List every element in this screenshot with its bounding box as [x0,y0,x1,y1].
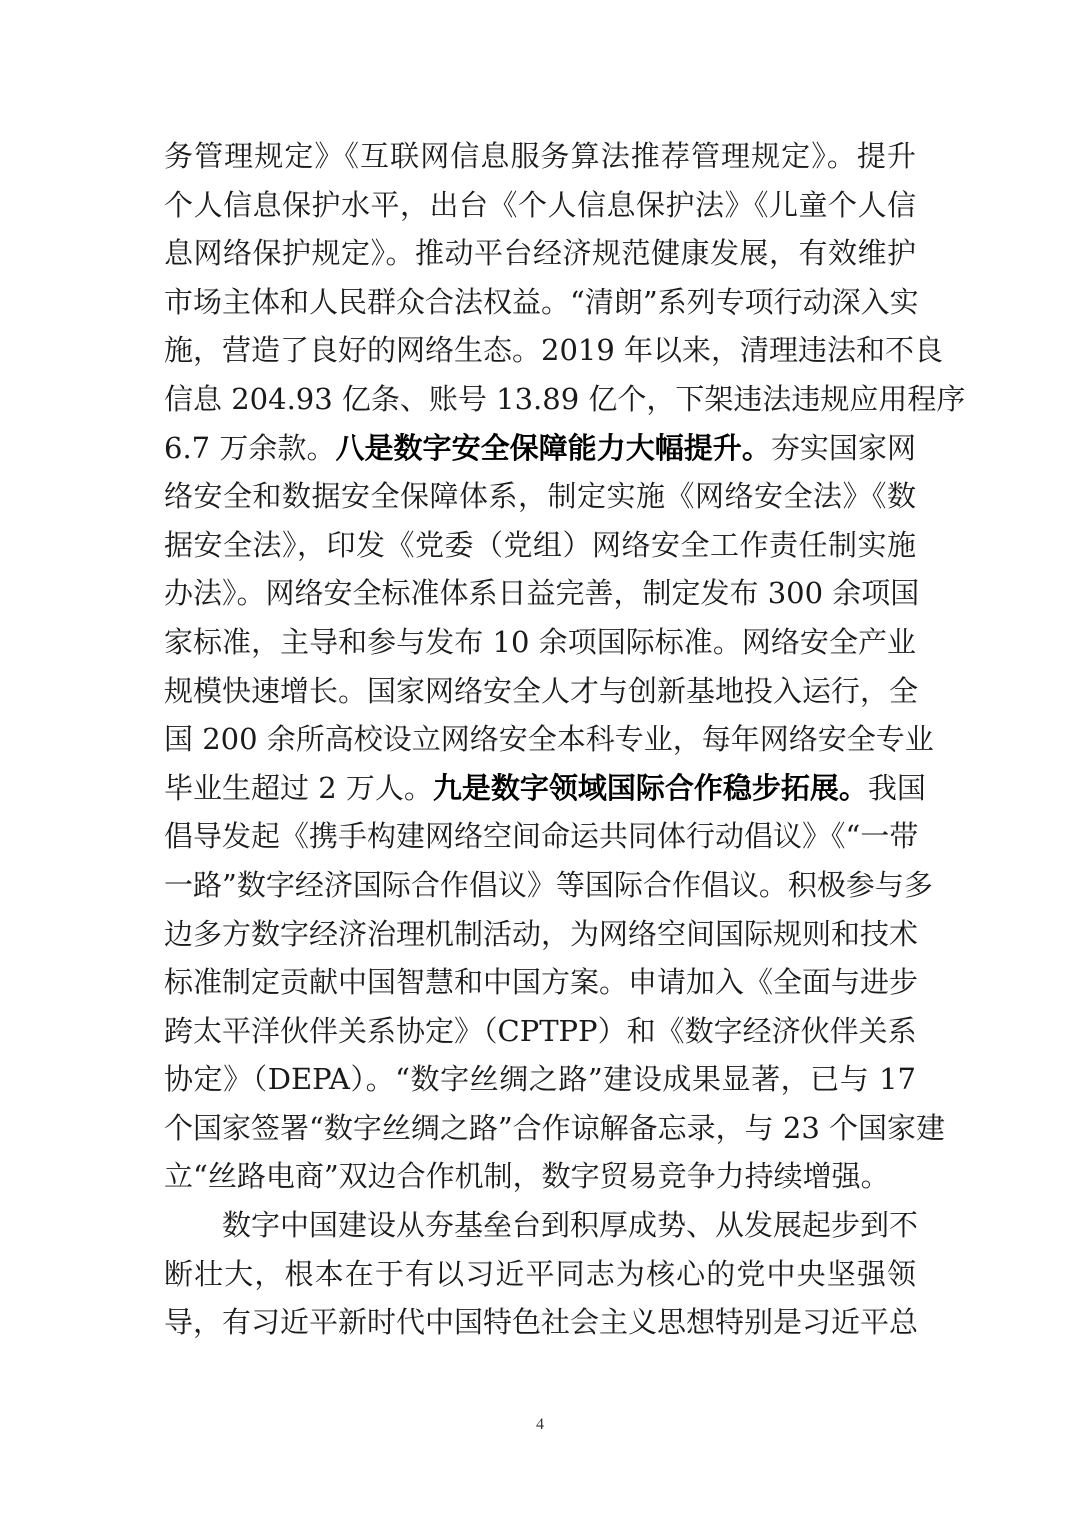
text-line: 络安全和数据安全保障体系，制定实施《网络安全法》《数 [164,479,916,514]
text-line-paragraph-end: 立“丝路电商”双边合作机制，数字贸易竞争力持续增强。 [164,1159,890,1194]
text-span: 毕业生超过 2 万人。 [164,770,433,805]
text-line: 家标准，主导和参与发布 10 余项国际标准。网络安全产业 [164,624,916,659]
text-line: 跨太平洋伙伴关系协定》（CPTPP）和《数字经济伙伴关系 [164,1013,917,1048]
text-line: 导，有习近平新时代中国特色社会主义思想特别是习近平总 [164,1305,919,1340]
text-span: 我国 [867,770,926,805]
text-line: 施，营造了良好的网络生态。2019 年以来，清理违法和不良 [164,333,944,368]
text-line: 标准制定贡献中国智慧和中国方案。申请加入《全面与进步 [164,965,919,1000]
body-text [164,132,966,1347]
text-line: 断壮大，根本在于有以习近平同志为核心的党中央坚强领 [164,1256,916,1291]
text-line: 倡导发起《携手构建网络空间命运共同体行动倡议》《“一带 [164,819,919,854]
text-line: 信息 204.93 亿条、账号 13.89 亿个，下架违法违规应用程序 [164,381,966,416]
text-line-paragraph-start: 数字中国建设从夯基垒台到积厚成势、从发展起步到不 [222,1208,919,1243]
text-line: 据安全法》，印发《党委（党组）网络安全工作责任制实施 [164,527,916,562]
text-line: 一路”数字经济国际合作倡议》等国际合作倡议。积极参与多 [164,867,933,902]
text-line: 国 200 余所高校设立网络安全本科专业，每年网络安全专业 [164,722,934,757]
text-line: 个人信息保护水平，出台《个人信息保护法》《儿童个人信 [164,187,916,222]
text-span: 夯实国家网 [770,430,916,465]
bold-heading-8: 八是数字安全保障能力大幅提升。 [335,430,771,465]
bold-heading-9: 九是数字领域国际合作稳步拓展。 [432,770,868,805]
text-line: 规模快速增长。国家网络安全人才与创新基地投入运行，全 [164,673,919,708]
text-span: 6.7 万余款。 [164,430,336,465]
page-number: 4 [536,1416,544,1433]
text-line: 市场主体和人民群众合法权益。“清朗”系列专项行动深入实 [164,284,919,319]
text-line-with-heading [164,764,926,813]
text-line: 办法》。网络安全标准体系日益完善，制定发布 300 余项国 [164,576,920,611]
text-line: 务管理规定》《互联网信息服务算法推荐管理规定》。提升 [164,139,916,173]
text-line: 息网络保护规定》。推动平台经济规范健康发展，有效维护 [164,236,916,271]
text-line: 协定》（DEPA）。“数字丝绸之路”建设成果显著，已与 17 [164,1062,916,1097]
text-line: 边多方数字经济治理机制活动，为网络空间国际规则和技术 [164,916,919,951]
text-line: 个国家签署“数字丝绸之路”合作谅解备忘录，与 23 个国家建 [164,1110,945,1145]
text-line-with-heading [164,424,916,473]
